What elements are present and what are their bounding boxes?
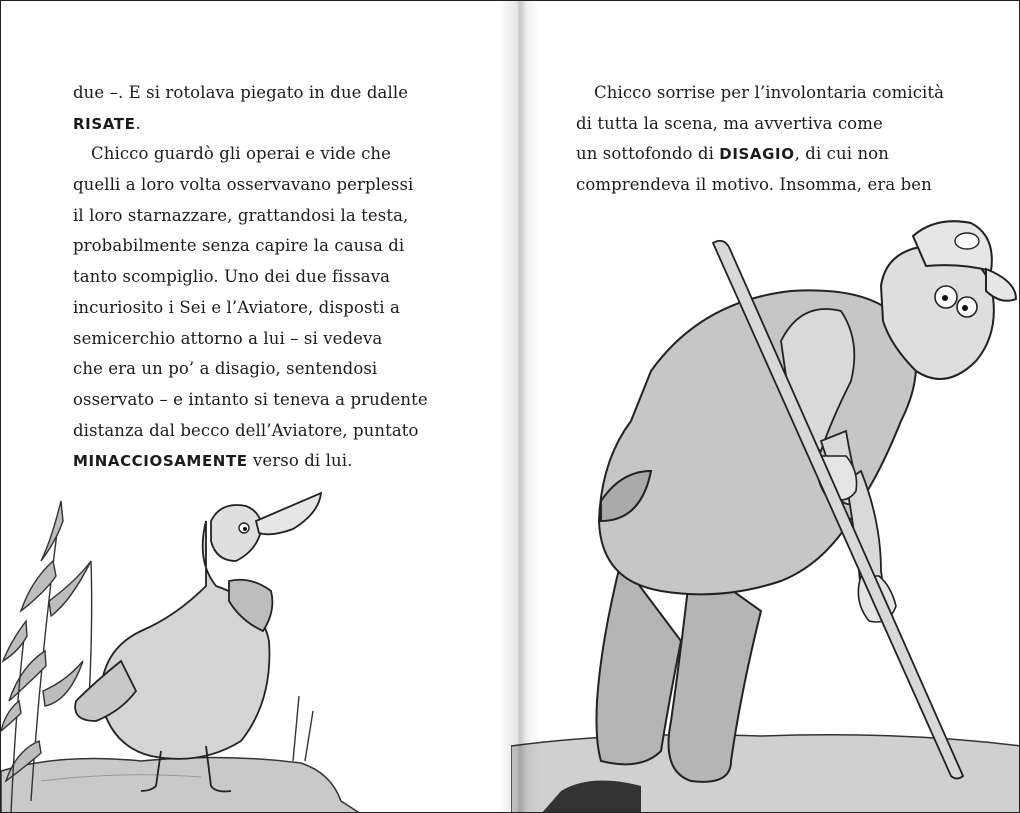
text-line: due –. E si rotolava piegato in due dalle xyxy=(73,83,409,102)
emphasis-word: MINACCIOSAMENTE xyxy=(73,452,248,471)
text-line: comprendeva il motivo. Insomma, era ben xyxy=(576,175,932,195)
emphasis-word: DISAGIO xyxy=(719,145,795,164)
text-line: probabilmente senza capire la causa di xyxy=(73,236,405,256)
text-line: quelli a loro volta osservavano perplessi xyxy=(73,175,414,195)
text-line: Chicco sorrise per l’involontaria comicità xyxy=(594,83,945,102)
text-line: che era un po’ a disagio, sentendosi xyxy=(73,359,378,379)
text-fragment: . xyxy=(135,113,141,133)
text-line: tanto scompiglio. Uno dei due fissava xyxy=(73,267,391,287)
text-line xyxy=(576,139,944,170)
text-line: distanza dal becco dell’Aviatore, puntato xyxy=(73,420,419,440)
text-fragment: , di cui non xyxy=(794,144,889,164)
right-page-text xyxy=(576,78,944,201)
emphasis-word: RISATE xyxy=(73,114,136,133)
text-line: incuriosito i Sei e l’Aviatore, disposti a xyxy=(73,297,400,317)
text-line: osservato – e intanto si teneva a prudente xyxy=(73,389,428,409)
right-page xyxy=(511,1,1020,813)
text-fragment: verso di lui. xyxy=(247,451,353,471)
book-gutter-shadow xyxy=(499,1,539,813)
text-line xyxy=(73,109,428,140)
left-page-text xyxy=(73,78,428,477)
text-fragment: un sottofondo di xyxy=(576,144,720,164)
text-line: semicerchio attorno a lui – si vedeva xyxy=(73,328,383,348)
text-line: di tutta la scena, ma avvertiva come xyxy=(576,113,883,133)
left-page xyxy=(1,1,511,813)
text-line xyxy=(73,446,428,477)
text-line: il loro starnazzare, grattandosi la testa, xyxy=(73,205,409,225)
text-line: Chicco guardò gli operai e vide che xyxy=(91,144,392,164)
